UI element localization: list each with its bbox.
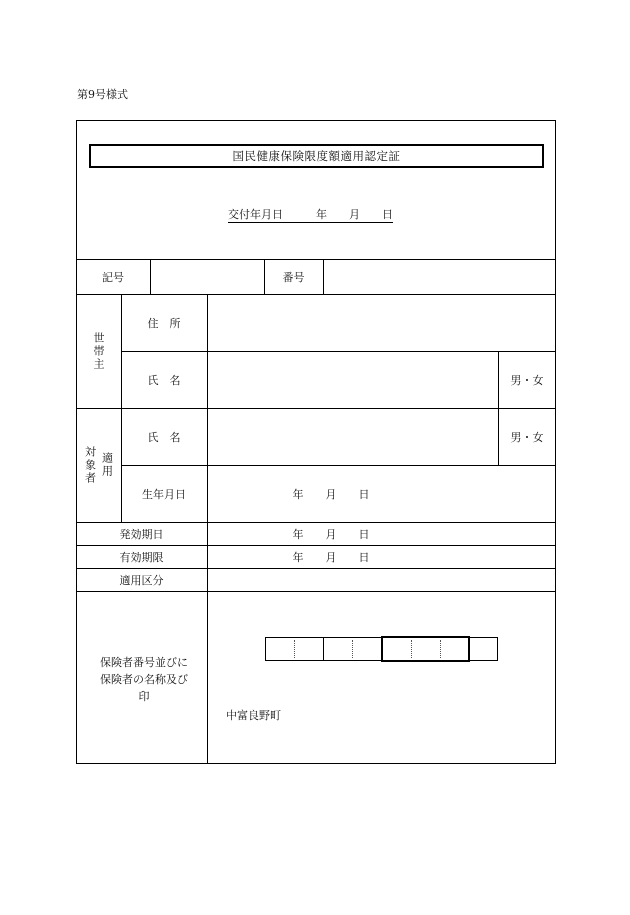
target-person-label: 対象者 [83, 445, 97, 485]
number-label: 番号 [282, 270, 305, 284]
birthdate-label: 生年月日 [142, 487, 186, 501]
expiry-date-label: 有効期限 [119, 550, 164, 564]
issue-date: 交付年月日 年 月 日 [228, 208, 393, 221]
digit-separator [440, 640, 441, 658]
divider [323, 637, 324, 661]
insurer-name: 中富良野町 [226, 709, 281, 722]
name-label: 氏 名 [147, 373, 181, 387]
form-number: 第9号様式 [77, 88, 128, 101]
applicable-label: 適用 [100, 452, 114, 478]
digit-separator [352, 640, 353, 658]
address-label: 住 所 [147, 316, 181, 330]
divider [150, 259, 151, 294]
category-label: 適用区分 [119, 573, 164, 587]
expiry-date-value: 年 月 日 [292, 550, 370, 564]
birthdate-value: 年 月 日 [292, 487, 370, 501]
target-name-label: 氏 名 [147, 430, 181, 444]
householder-label: 世帯主 [92, 331, 105, 371]
certificate-title: 国民健康保険限度額適用認定証 [89, 144, 544, 168]
divider [323, 259, 324, 294]
effective-date-label: 発効期日 [119, 527, 164, 541]
digit-separator [294, 640, 295, 658]
insurer-number-highlight [381, 636, 470, 662]
target-gender: 男・女 [510, 430, 544, 444]
effective-date-value: 年 月 日 [292, 527, 370, 541]
digit-separator [411, 640, 412, 658]
householder-gender: 男・女 [510, 373, 544, 387]
insurer-label: 保険者番号並びに保険者の名称及び印 [100, 656, 188, 703]
applicable-person-label [76, 408, 121, 522]
divider [207, 294, 208, 764]
divider [76, 591, 556, 592]
symbol-label: 記号 [102, 270, 124, 284]
